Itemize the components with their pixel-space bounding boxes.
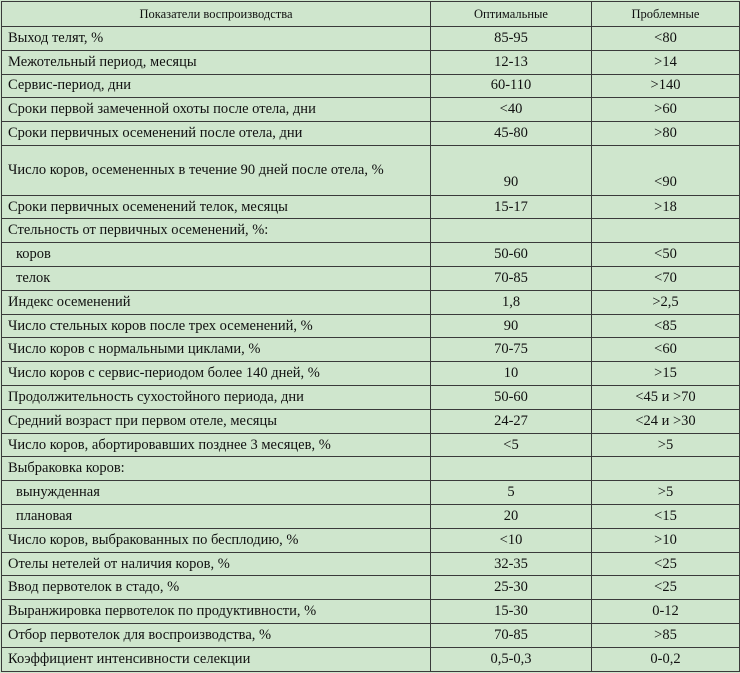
row-label: плановая bbox=[2, 505, 431, 529]
table-row bbox=[2, 338, 740, 362]
row-label: Продолжительность сухостойного периода, дни bbox=[2, 386, 431, 410]
table-row bbox=[2, 290, 740, 314]
table-row bbox=[2, 505, 740, 529]
row-optimal-value: 70-85 bbox=[431, 267, 592, 291]
table-row bbox=[2, 74, 740, 98]
row-optimal-value: <10 bbox=[431, 528, 592, 552]
row-label: Число коров с нормальными циклами, % bbox=[2, 338, 431, 362]
row-problem-value: <50 bbox=[592, 243, 740, 267]
table-row bbox=[2, 243, 740, 267]
row-optimal-value: 70-85 bbox=[431, 624, 592, 648]
row-problem-value: <85 bbox=[592, 314, 740, 338]
row-label: Средний возраст при первом отеле, месяцы bbox=[2, 409, 431, 433]
header-optimal: Оптимальные bbox=[431, 2, 592, 27]
row-label: Выранжировка первотелок по продуктивности, % bbox=[2, 600, 431, 624]
table-row bbox=[2, 122, 740, 146]
table-row bbox=[2, 409, 740, 433]
table-row bbox=[2, 481, 740, 505]
row-label: Выбраковка коров: bbox=[2, 457, 431, 481]
row-label: вынужденная bbox=[2, 481, 431, 505]
table-row bbox=[2, 98, 740, 122]
table-row bbox=[2, 27, 740, 51]
row-optimal-value: 90 bbox=[431, 314, 592, 338]
row-label: Стельность от первичных осеменений, %: bbox=[2, 219, 431, 243]
table-row bbox=[2, 267, 740, 291]
row-optimal-value: 12-13 bbox=[431, 50, 592, 74]
row-problem-value: <45 и >70 bbox=[592, 386, 740, 410]
row-label: Число стельных коров после трех осеменений, % bbox=[2, 314, 431, 338]
row-optimal-value bbox=[431, 457, 592, 481]
row-label: Коэффициент интенсивности селекции bbox=[2, 647, 431, 671]
row-problem-value: <60 bbox=[592, 338, 740, 362]
row-label: Сроки первичных осеменений телок, месяцы bbox=[2, 195, 431, 219]
row-problem-value: <15 bbox=[592, 505, 740, 529]
row-label: Сервис-период, дни bbox=[2, 74, 431, 98]
row-problem-value: 0-12 bbox=[592, 600, 740, 624]
table-row bbox=[2, 195, 740, 219]
table-body bbox=[2, 27, 740, 672]
row-label: Индекс осеменений bbox=[2, 290, 431, 314]
header-indicator: Показатели воспроизводства bbox=[2, 2, 431, 27]
row-label: Отбор первотелок для воспроизводства, % bbox=[2, 624, 431, 648]
table-row bbox=[2, 576, 740, 600]
row-label: Выход телят, % bbox=[2, 27, 431, 51]
table-row bbox=[2, 219, 740, 243]
row-problem-value: >18 bbox=[592, 195, 740, 219]
row-problem-value: <70 bbox=[592, 267, 740, 291]
row-optimal-value: 70-75 bbox=[431, 338, 592, 362]
table-row bbox=[2, 362, 740, 386]
row-problem-value: >5 bbox=[592, 433, 740, 457]
table-row bbox=[2, 433, 740, 457]
row-optimal-value: <5 bbox=[431, 433, 592, 457]
row-optimal-value: 85-95 bbox=[431, 27, 592, 51]
row-optimal-value: 15-30 bbox=[431, 600, 592, 624]
table-row bbox=[2, 145, 740, 195]
row-label: Сроки первичных осеменений после отела, дни bbox=[2, 122, 431, 146]
row-optimal-value: <40 bbox=[431, 98, 592, 122]
row-optimal-value: 24-27 bbox=[431, 409, 592, 433]
row-label: Отелы нетелей от наличия коров, % bbox=[2, 552, 431, 576]
row-problem-value bbox=[592, 457, 740, 481]
row-problem-value: <80 bbox=[592, 27, 740, 51]
row-optimal-value: 0,5-0,3 bbox=[431, 647, 592, 671]
row-label: Число коров, выбракованных по бесплодию, % bbox=[2, 528, 431, 552]
row-problem-value: >10 bbox=[592, 528, 740, 552]
row-problem-value: >60 bbox=[592, 98, 740, 122]
row-optimal-value: 50-60 bbox=[431, 243, 592, 267]
row-problem-value: <24 и >30 bbox=[592, 409, 740, 433]
table-row bbox=[2, 50, 740, 74]
row-optimal-value: 10 bbox=[431, 362, 592, 386]
row-optimal-value: 50-60 bbox=[431, 386, 592, 410]
table-row bbox=[2, 624, 740, 648]
header-problem: Проблемные bbox=[592, 2, 740, 27]
table-row bbox=[2, 314, 740, 338]
header-row bbox=[2, 2, 740, 27]
row-label: Число коров, абортировавших позднее 3 месяцев, % bbox=[2, 433, 431, 457]
row-problem-value: >5 bbox=[592, 481, 740, 505]
row-problem-value: <25 bbox=[592, 576, 740, 600]
table-row bbox=[2, 457, 740, 481]
row-optimal-value: 15-17 bbox=[431, 195, 592, 219]
row-problem-value: >14 bbox=[592, 50, 740, 74]
row-label: Число коров с сервис-периодом более 140 дней, % bbox=[2, 362, 431, 386]
row-problem-value: 0-0,2 bbox=[592, 647, 740, 671]
row-label: Сроки первой замеченной охоты после отела, дни bbox=[2, 98, 431, 122]
row-problem-value: >15 bbox=[592, 362, 740, 386]
row-problem-value: >140 bbox=[592, 74, 740, 98]
row-label: телок bbox=[2, 267, 431, 291]
row-optimal-value: 25-30 bbox=[431, 576, 592, 600]
table-row bbox=[2, 552, 740, 576]
row-problem-value: >2,5 bbox=[592, 290, 740, 314]
row-problem-value: <25 bbox=[592, 552, 740, 576]
table-row bbox=[2, 647, 740, 671]
reproduction-table bbox=[1, 1, 740, 672]
row-optimal-value: 1,8 bbox=[431, 290, 592, 314]
row-optimal-value: 90 bbox=[431, 145, 592, 195]
row-label: Число коров, осемененных в течение 90 дней после отела, % bbox=[2, 145, 431, 195]
row-optimal-value: 60-110 bbox=[431, 74, 592, 98]
row-label: Межотельный период, месяцы bbox=[2, 50, 431, 74]
row-optimal-value: 45-80 bbox=[431, 122, 592, 146]
row-optimal-value bbox=[431, 219, 592, 243]
row-optimal-value: 20 bbox=[431, 505, 592, 529]
row-problem-value: <90 bbox=[592, 145, 740, 195]
row-label: Ввод первотелок в стадо, % bbox=[2, 576, 431, 600]
table-row bbox=[2, 386, 740, 410]
row-optimal-value: 5 bbox=[431, 481, 592, 505]
table-row bbox=[2, 600, 740, 624]
row-problem-value: >85 bbox=[592, 624, 740, 648]
row-label: коров bbox=[2, 243, 431, 267]
row-problem-value: >80 bbox=[592, 122, 740, 146]
row-problem-value bbox=[592, 219, 740, 243]
table-row bbox=[2, 528, 740, 552]
row-optimal-value: 32-35 bbox=[431, 552, 592, 576]
